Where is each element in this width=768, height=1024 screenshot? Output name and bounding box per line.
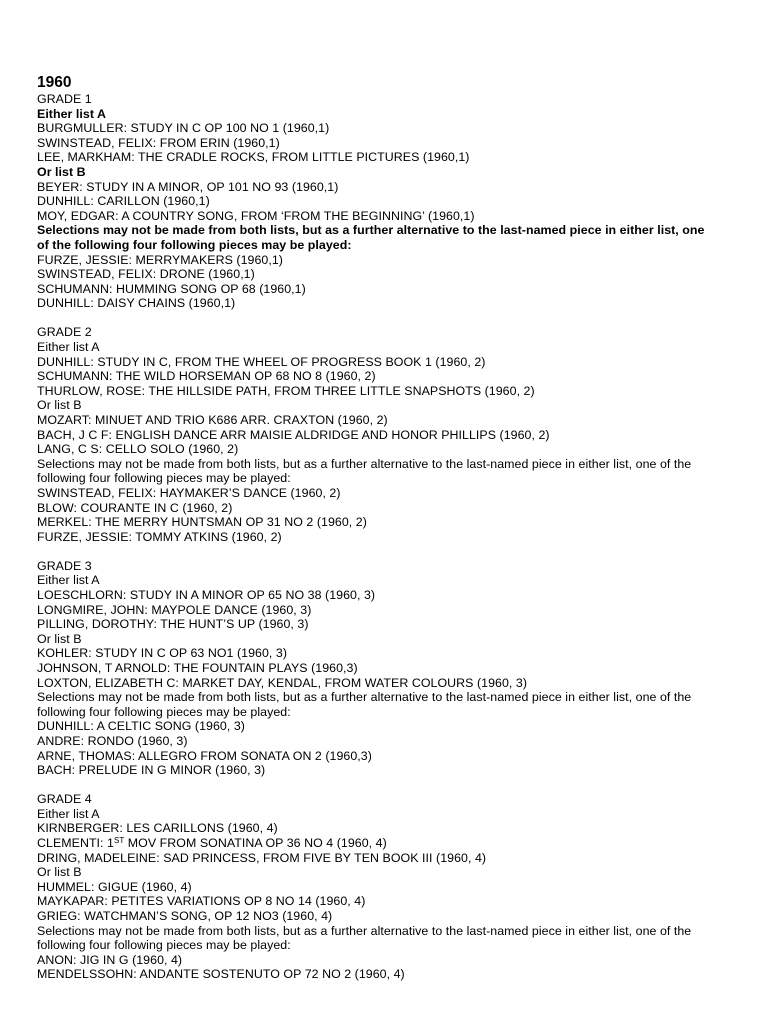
list-item: ARNE, THOMAS: ALLEGRO FROM SONATA ON 2 (1960,3) — [37, 748, 372, 763]
list-item: KIRNBERGER: LES CARILLONS (1960, 4) — [37, 821, 278, 836]
list-item: BURGMULLER: STUDY IN C OP 100 NO 1 (1960,1) — [37, 121, 330, 136]
list-item-suffix: MOV FROM SONATINA OP 36 NO 4 (1960, 4) — [124, 836, 387, 850]
list-a-label: Either list A — [37, 106, 107, 121]
grade-heading: GRADE 3 — [37, 558, 92, 573]
list-item: DUNHILL: DAISY CHAINS (1960,1) — [37, 296, 236, 311]
list-item: SWINSTEAD, FELIX: FROM ERIN (1960,1) — [37, 135, 280, 150]
list-item: MOZART: MINUET AND TRIO K686 ARR. CRAXTON (1960, 2) — [37, 412, 388, 427]
list-item: DUNHILL: CARILLON (1960,1) — [37, 194, 210, 209]
list-item: DUNHILL: STUDY IN C, FROM THE WHEEL OF PROGRESS BOOK 1 (1960, 2) — [37, 354, 486, 369]
list-item: DUNHILL: A CELTIC SONG (1960, 3) — [37, 719, 245, 734]
ordinal-superscript: ST — [113, 836, 125, 845]
list-item: KOHLER: STUDY IN C OP 63 NO1 (1960, 3) — [37, 646, 288, 661]
list-item: PILLING, DOROTHY: THE HUNT’S UP (1960, 3) — [37, 617, 309, 632]
list-item: LOESCHLORN: STUDY IN A MINOR OP 65 NO 38 (1960, 3) — [37, 588, 376, 602]
grade-1-section — [37, 92, 768, 311]
list-item: BACH: PRELUDE IN G MINOR (1960, 3) — [37, 763, 266, 778]
list-a-label: Either list A — [37, 340, 100, 354]
list-item: BACH, J C F: ENGLISH DANCE ARR MAISIE ALDRIDGE AND HONOR PHILLIPS (1960, 2) — [37, 427, 550, 442]
list-item-prefix: CLEMENTI: 1 — [37, 836, 114, 850]
grade-heading: GRADE 1 — [37, 92, 92, 106]
list-b-label: Or list B — [37, 865, 82, 880]
list-item: ANDRE: RONDO (1960, 3) — [37, 733, 188, 748]
list-item: SCHUMANN: HUMMING SONG OP 68 (1960,1) — [37, 281, 306, 296]
selection-note: Selections may not be made from both lists, but as a further alternative to the last-named piece in either list, one of the following four following pieces may be played: — [37, 923, 692, 953]
grade-4-section — [37, 792, 768, 982]
list-item: GRIEG: WATCHMAN’S SONG, OP 12 NO3 (1960, 4) — [37, 908, 333, 923]
selection-note: Selections may not be made from both lists, but as a further alternative to the last-named piece in either list, one of the following four following pieces may be played: — [37, 456, 692, 486]
list-item: DRING, MADELEINE: SAD PRINCESS, FROM FIVE BY TEN BOOK III (1960, 4) — [37, 850, 487, 865]
list-item: SCHUMANN: THE WILD HORSEMAN OP 68 NO 8 (1960, 2) — [37, 369, 376, 384]
list-a-label: Either list A — [37, 573, 100, 588]
list-item: ANON: JIG IN G (1960, 4) — [37, 952, 183, 967]
list-item: FURZE, JESSIE: MERRYMAKERS (1960,1) — [37, 252, 283, 267]
list-item: BEYER: STUDY IN A MINOR, OP 101 NO 93 (1960,1) — [37, 179, 339, 194]
list-item — [37, 836, 768, 851]
document-title: 1960 — [37, 74, 72, 91]
list-item: SWINSTEAD, FELIX: DRONE (1960,1) — [37, 267, 255, 282]
grade-heading: GRADE 4 — [37, 792, 92, 807]
list-item: MAYKAPAR: PETITES VARIATIONS OP 8 NO 14 (1960, 4) — [37, 894, 366, 909]
list-item: MENDELSSOHN: ANDANTE SOSTENUTO OP 72 NO 2 (1960, 4) — [37, 967, 405, 982]
list-item: MOY, EDGAR: A COUNTRY SONG, FROM ‘FROM THE BEGINNING’ (1960,1) — [37, 208, 475, 223]
list-item: THURLOW, ROSE: THE HILLSIDE PATH, FROM THREE LITTLE SNAPSHOTS (1960, 2) — [37, 383, 535, 398]
list-item: MERKEL: THE MERRY HUNTSMAN OP 31 NO 2 (1960, 2) — [37, 515, 367, 530]
list-item: BLOW: COURANTE IN C (1960, 2) — [37, 500, 233, 515]
list-item: LEE, MARKHAM: THE CRADLE ROCKS, FROM LITTLE PICTURES (1960,1) — [37, 150, 470, 165]
list-b-label: Or list B — [37, 164, 86, 179]
list-a-label: Either list A — [37, 806, 100, 821]
list-item: JOHNSON, T ARNOLD: THE FOUNTAIN PLAYS (1960,3) — [37, 660, 358, 675]
list-item: HUMMEL: GIGUE (1960, 4) — [37, 879, 192, 894]
grade-2-section — [37, 325, 768, 544]
list-b-label: Or list B — [37, 631, 82, 646]
grade-heading: GRADE 2 — [37, 325, 92, 340]
grade-3-section — [37, 559, 768, 778]
list-item: LONGMIRE, JOHN: MAYPOLE DANCE (1960, 3) — [37, 602, 312, 617]
list-b-label: Or list B — [37, 398, 82, 413]
list-item: FURZE, JESSIE: TOMMY ATKINS (1960, 2) — [37, 529, 282, 544]
selection-note: Selections may not be made from both lists, but as a further alternative to the last-named piece in either list, one of the following four following pieces may be played: — [37, 690, 692, 719]
list-item: SWINSTEAD, FELIX: HAYMAKER’S DANCE (1960, 2) — [37, 485, 341, 500]
selection-note: Selections may not be made from both lists, but as a further alternative to the last-named piece in either list, one of the following four following pieces may be played: — [37, 223, 705, 252]
list-item: LANG, C S: CELLO SOLO (1960, 2) — [37, 442, 239, 457]
list-item: LOXTON, ELIZABETH C: MARKET DAY, KENDAL, FROM WATER COLOURS (1960, 3) — [37, 675, 528, 690]
